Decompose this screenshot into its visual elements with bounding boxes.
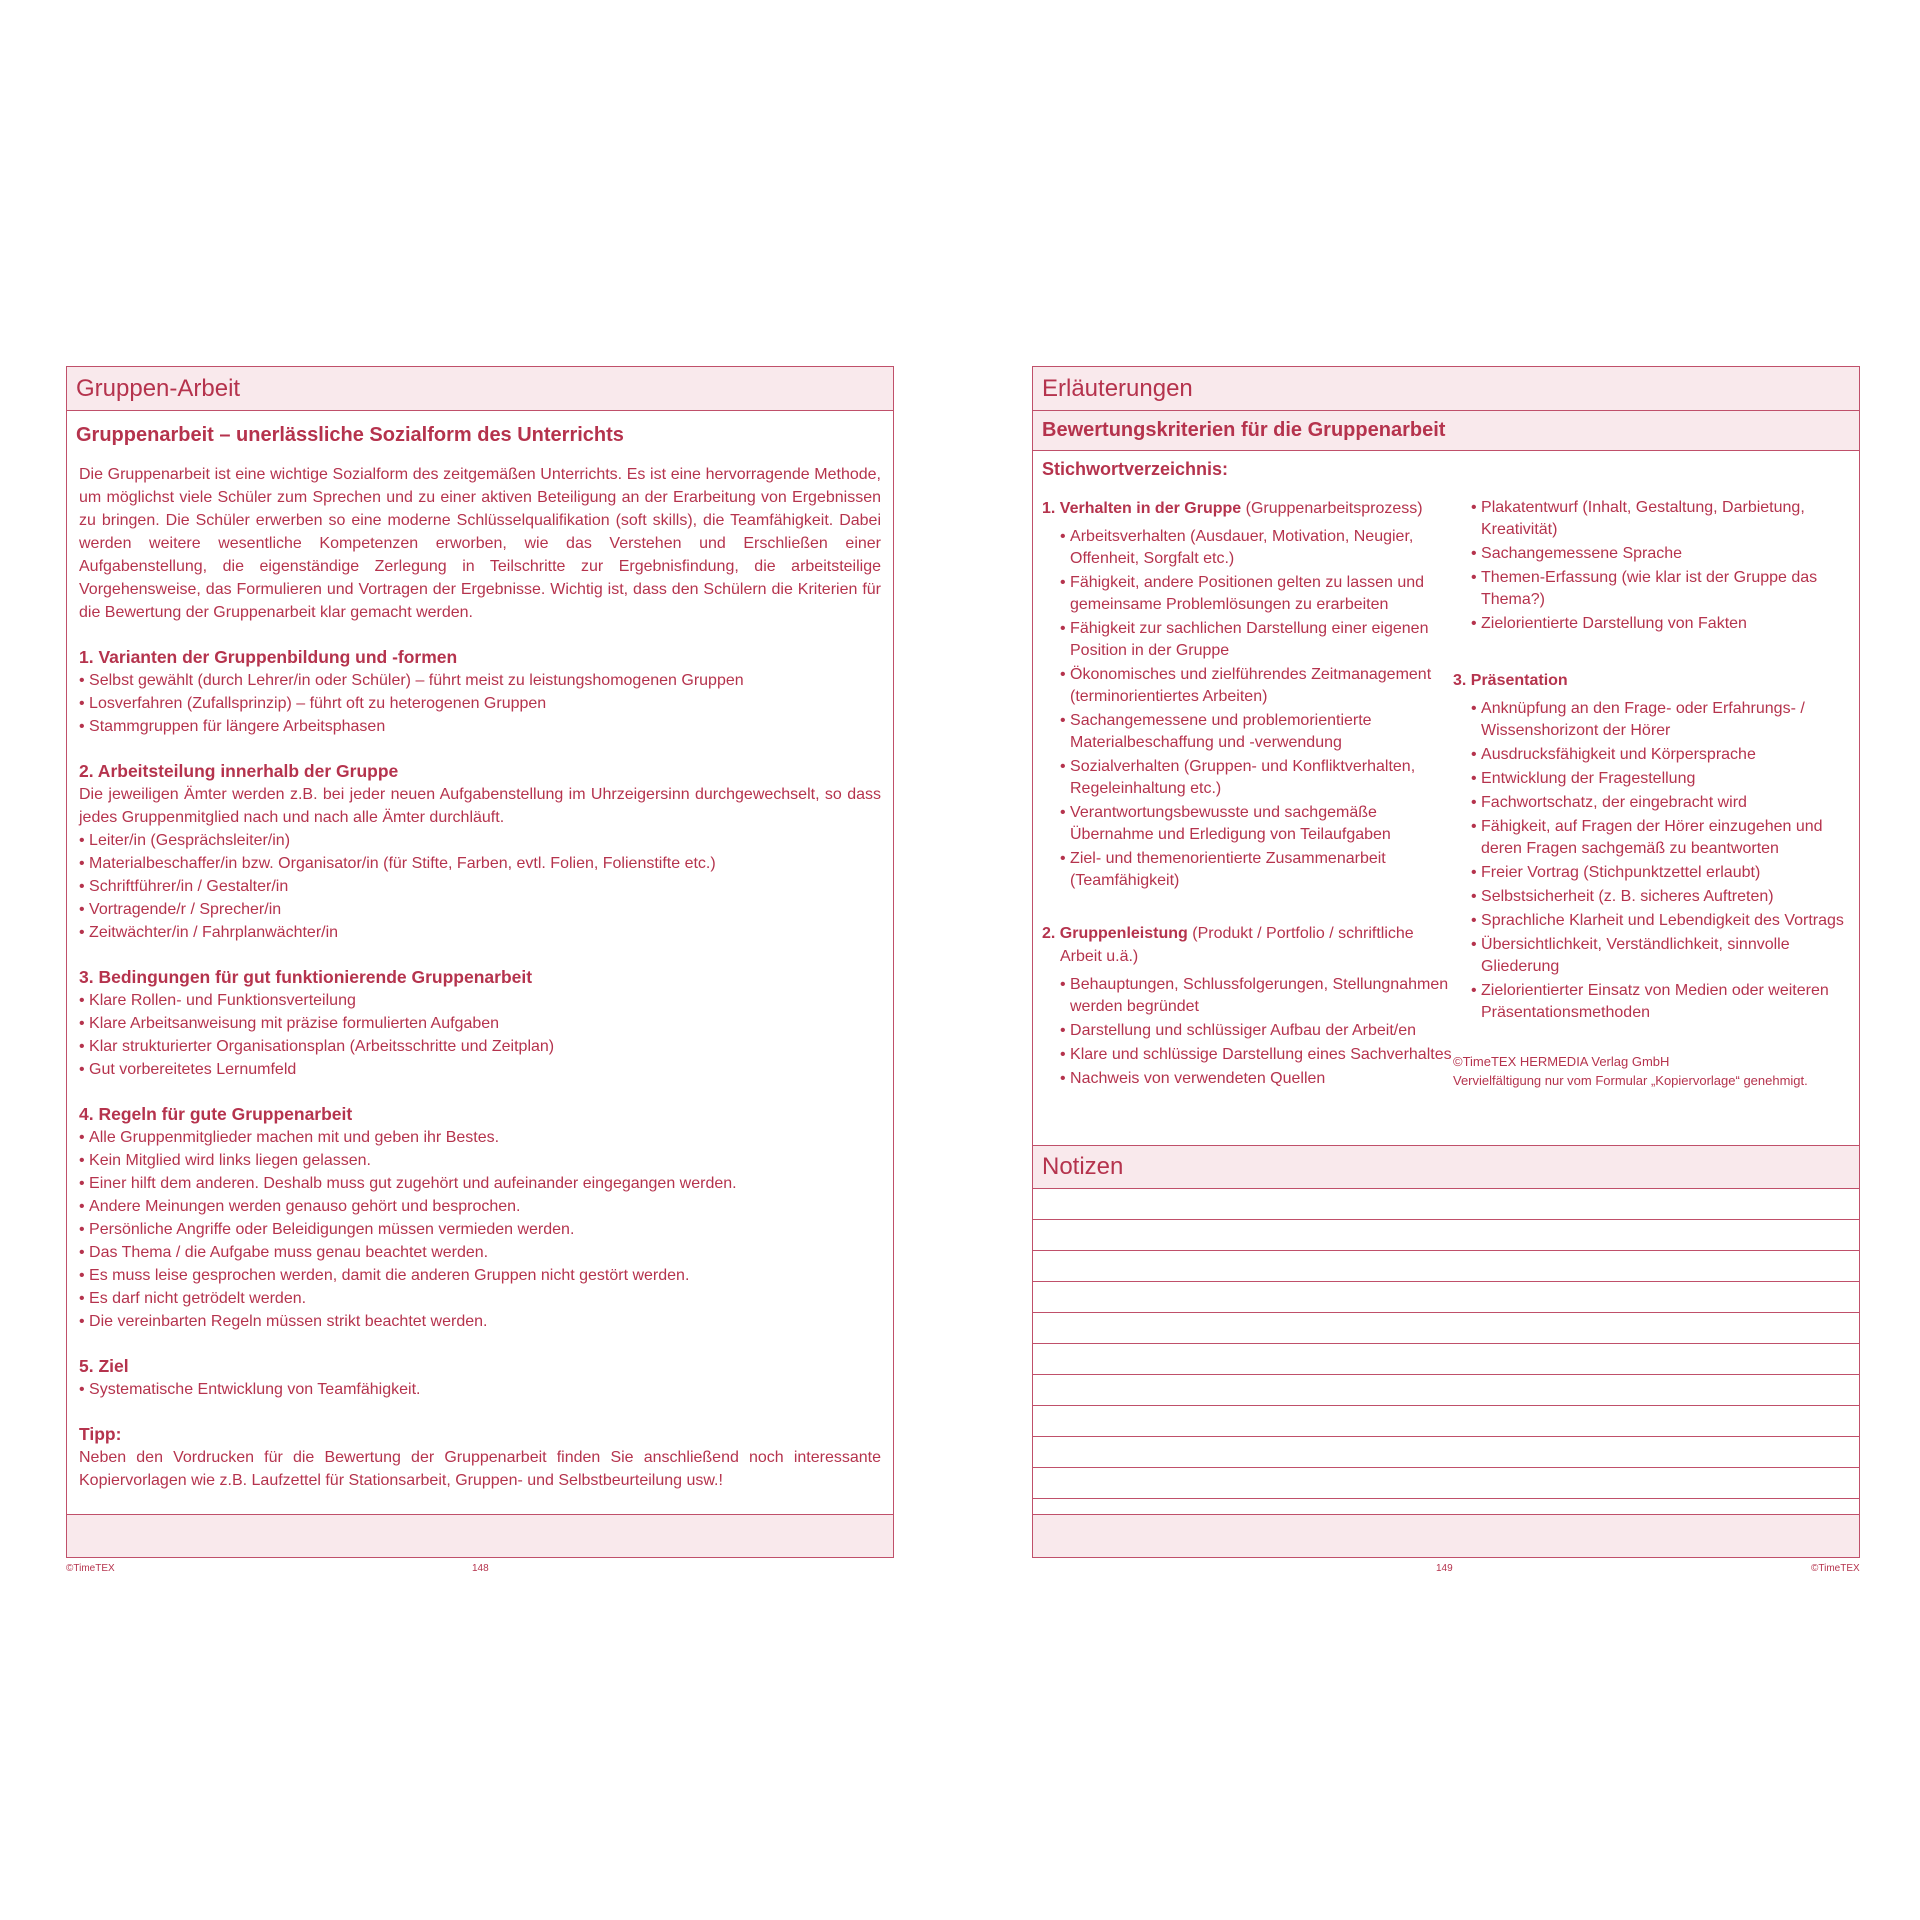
criteria-heading bbox=[1042, 497, 1453, 520]
list-item: • Ausdrucksfähigkeit und Körpersprache bbox=[1471, 744, 1850, 766]
list-item: • Darstellung und schlüssiger Aufbau der Arbeit/en bbox=[1060, 1020, 1453, 1042]
page-title: Gruppen-Arbeit bbox=[67, 367, 893, 411]
note-line[interactable] bbox=[1033, 1282, 1859, 1313]
list-item: • Übersichtlichkeit, Verständlichkeit, sinnvolle Gliederung bbox=[1471, 934, 1850, 978]
list-item: • Zielorientierte Darstellung von Fakten bbox=[1471, 613, 1850, 635]
list-item: • Das Thema / die Aufgabe muss genau beachtet werden. bbox=[79, 1241, 881, 1264]
list-item: • Zielorientierter Einsatz von Medien oder weiteren Präsentationsmethoden bbox=[1471, 980, 1850, 1024]
section-heading: 5. Ziel bbox=[79, 1356, 129, 1376]
list-item: • Behauptungen, Schlussfolgerungen, Stellungnahmen werden begründet bbox=[1060, 974, 1453, 1018]
list-item: • Arbeitsverhalten (Ausdauer, Motivation, Neugier, Offenheit, Sorgfalt etc.) bbox=[1060, 526, 1453, 570]
page-number: 148 bbox=[472, 1563, 489, 1574]
note-line[interactable] bbox=[1033, 1220, 1859, 1251]
list-item: • Vortragende/r / Sprecher/in bbox=[79, 898, 881, 921]
list-item: • Plakatentwurf (Inhalt, Gestaltung, Darbietung, Kreativität) bbox=[1471, 497, 1850, 541]
list-item: • Verantwortungsbewusste und sachgemäße Übernahme und Erledigung von Teilaufgaben bbox=[1060, 802, 1453, 846]
section-heading: 2. Arbeitsteilung innerhalb der Gruppe bbox=[79, 761, 399, 781]
list-item: • Selbstsicherheit (z. B. sicheres Auftreten) bbox=[1471, 886, 1850, 908]
list-item: • Persönliche Angriffe oder Beleidigungen müssen vermieden werden. bbox=[79, 1218, 881, 1241]
intro-paragraph: Die Gruppenarbeit ist eine wichtige Sozialform des zeitgemäßen Unterrichts. Es ist eine hervorragende Methode, um möglichst viele Schüler zum Sprechen und zu einer aktiven Beteiligung an der Erarbeitung von Ergebnissen zu bringen. Die Schüler erwerben so eine moderne Schlüsselqualifikation (soft skills), die Teamfähigkeit. Dabei werden weitere wesentliche Kompetenzen erworben, wie das Verstehen und Erschließen einer Aufgabenstellung, die eigenständige Zerlegung in Teilschritte zur Ergebnisfindung, die arbeitsteilige Vorgehensweise, das Formulieren und Vortragen der Ergebnisse. Wichtig ist, dass den Schülern die Kriterien für die Bewertung der Gruppenarbeit klar gemacht werden. bbox=[79, 466, 881, 621]
list-item: • Fähigkeit, andere Positionen gelten zu lassen und gemeinsame Problemlösungen zu erarbeiten bbox=[1060, 572, 1453, 616]
list-item: • Die vereinbarten Regeln müssen strikt beachtet werden. bbox=[79, 1310, 881, 1333]
note-line[interactable] bbox=[1033, 1251, 1859, 1282]
bullet-list bbox=[79, 829, 881, 944]
list-item: • Ökonomisches und zielführendes Zeitmanagement (terminorientiertes Arbeiten) bbox=[1060, 664, 1453, 708]
section-heading: 1. Varianten der Gruppenbildung und -formen bbox=[79, 647, 458, 667]
list-item: • Losverfahren (Zufallsprinzip) – führt oft zu heterogenen Gruppen bbox=[79, 692, 881, 715]
list-item: • Freier Vortrag (Stichpunktzettel erlaubt) bbox=[1471, 862, 1850, 884]
list-item: • Selbst gewählt (durch Lehrer/in oder Schüler) – führt meist zu leistungshomogenen Gruppen bbox=[79, 669, 881, 692]
section-heading: 4. Regeln für gute Gruppenarbeit bbox=[79, 1104, 353, 1124]
note-line[interactable] bbox=[1033, 1437, 1859, 1468]
list-item: • Klar strukturierter Organisationsplan (Arbeitsschritte und Zeitplan) bbox=[79, 1035, 881, 1058]
bullet-list bbox=[79, 1378, 881, 1401]
copyright-notice bbox=[1453, 1052, 1850, 1090]
criteria-heading: 3. Präsentation bbox=[1452, 672, 1568, 689]
list-item: • Sprachliche Klarheit und Lebendigkeit des Vortrags bbox=[1471, 910, 1850, 932]
right-page bbox=[1032, 366, 1860, 1558]
bullet-list bbox=[1042, 526, 1453, 892]
section-paragraph: Die jeweiligen Ämter werden z.B. bei jeder neuen Aufgabenstellung im Uhrzeigersinn durchgewechselt, so dass jedes Gruppenmitglied nach und nach alle Ämter durchläuft. bbox=[79, 786, 881, 826]
bullet-list bbox=[1453, 698, 1850, 1024]
criteria-columns bbox=[1033, 485, 1859, 1145]
list-item: • Fachwortschatz, der eingebracht wird bbox=[1471, 792, 1850, 814]
note-line[interactable] bbox=[1033, 1468, 1859, 1499]
list-item: • Ziel- und themenorientierte Zusammenarbeit (Teamfähigkeit) bbox=[1060, 848, 1453, 892]
criteria-heading-label: 2. Gruppenleistung bbox=[1042, 925, 1188, 942]
criteria-heading-note: (Gruppenarbeitsprozess) bbox=[1245, 500, 1423, 517]
list-item: • Schriftführer/in / Gestalter/in bbox=[79, 875, 881, 898]
list-item: • Klare und schlüssige Darstellung eines Sachverhaltes bbox=[1060, 1044, 1453, 1066]
page-number: 149 bbox=[1436, 1563, 1453, 1574]
note-line[interactable] bbox=[1033, 1375, 1859, 1406]
bullet-list bbox=[1453, 497, 1850, 635]
page-title: Erläuterungen bbox=[1033, 367, 1859, 411]
criteria-heading bbox=[1042, 922, 1453, 968]
list-item: • Systematische Entwicklung von Teamfähigkeit. bbox=[79, 1378, 881, 1401]
footer-bar bbox=[1033, 1514, 1859, 1557]
note-line[interactable] bbox=[1033, 1189, 1859, 1220]
criteria-heading-note: (Produkt / Portfolio / schriftliche Arbeit u.ä.) bbox=[1060, 925, 1414, 965]
bullet-list bbox=[79, 1126, 881, 1333]
page-subtitle: Gruppenarbeit – unerlässliche Sozialform des Unterrichts bbox=[76, 423, 624, 446]
list-item: • Kein Mitglied wird links liegen gelassen. bbox=[79, 1149, 881, 1172]
notes-title: Notizen bbox=[1033, 1145, 1859, 1189]
list-item: • Materialbeschaffer/in bzw. Organisator/in (für Stifte, Farben, evtl. Folien, Folienstifte etc.) bbox=[79, 852, 881, 875]
copyright-line: Vervielfältigung nur vom Formular „Kopiervorlage“ genehmigt. bbox=[1452, 1073, 1808, 1088]
copyright-line: ©TimeTEX HERMEDIA Verlag GmbH bbox=[1452, 1054, 1670, 1069]
list-item: • Es muss leise gesprochen werden, damit die anderen Gruppen nicht gestört werden. bbox=[79, 1264, 881, 1287]
list-item: • Klare Arbeitsanweisung mit präzise formulierten Aufgaben bbox=[79, 1012, 881, 1035]
list-item: • Entwicklung der Fragestellung bbox=[1471, 768, 1850, 790]
footer-bar bbox=[67, 1514, 893, 1557]
list-item: • Sozialverhalten (Gruppen- und Konfliktverhalten, Regeleinhaltung etc.) bbox=[1060, 756, 1453, 800]
list-item: • Klare Rollen- und Funktionsverteilung bbox=[79, 989, 881, 1012]
list-item: • Alle Gruppenmitglieder machen mit und geben ihr Bestes. bbox=[79, 1126, 881, 1149]
tip-paragraph: Neben den Vordrucken für die Bewertung der Gruppenarbeit finden Sie anschließend noch interessante Kopiervorlagen wie z.B. Laufzettel für Stationsarbeit, Gruppen- und Selbstbeurteilung usw.! bbox=[79, 1449, 881, 1489]
bullet-list bbox=[1042, 974, 1453, 1090]
list-item: • Anknüpfung an den Frage- oder Erfahrungs- / Wissenshorizont der Hörer bbox=[1471, 698, 1850, 742]
list-item: • Themen-Erfassung (wie klar ist der Gruppe das Thema?) bbox=[1471, 567, 1850, 611]
criteria-column-left bbox=[1042, 485, 1453, 1145]
criteria-column-right bbox=[1453, 485, 1850, 1145]
criteria-heading-label: 1. Verhalten in der Gruppe bbox=[1042, 500, 1242, 517]
list-item: • Fähigkeit, auf Fragen der Hörer einzugehen und deren Fragen sachgemäß zu beantworten bbox=[1471, 816, 1850, 860]
tip-heading: Tipp: bbox=[79, 1424, 122, 1444]
index-label: Stichwortverzeichnis: bbox=[1042, 459, 1229, 479]
footer-brand: ©TimeTEX bbox=[66, 1563, 115, 1574]
list-item: • Einer hilft dem anderen. Deshalb muss gut zugehört und aufeinander eingegangen werden. bbox=[79, 1172, 881, 1195]
list-item: • Sachangemessene Sprache bbox=[1471, 543, 1850, 565]
footer-brand: ©TimeTEX bbox=[1811, 1563, 1860, 1574]
list-item: • Es darf nicht getrödelt werden. bbox=[79, 1287, 881, 1310]
notes-area[interactable] bbox=[1033, 1189, 1859, 1499]
list-item: • Fähigkeit zur sachlichen Darstellung einer eigenen Position in der Gruppe bbox=[1060, 618, 1453, 662]
list-item: • Leiter/in (Gesprächsleiter/in) bbox=[79, 829, 881, 852]
list-item: • Zeitwächter/in / Fahrplanwächter/in bbox=[79, 921, 881, 944]
note-line[interactable] bbox=[1033, 1406, 1859, 1437]
list-item: • Gut vorbereitetes Lernumfeld bbox=[79, 1058, 881, 1081]
note-line[interactable] bbox=[1033, 1313, 1859, 1344]
list-item: • Stammgruppen für längere Arbeitsphasen bbox=[79, 715, 881, 738]
list-item: • Andere Meinungen werden genauso gehört und besprochen. bbox=[79, 1195, 881, 1218]
note-line[interactable] bbox=[1033, 1344, 1859, 1375]
section-heading: 3. Bedingungen für gut funktionierende Gruppenarbeit bbox=[79, 967, 533, 987]
bullet-list bbox=[79, 989, 881, 1081]
left-body bbox=[67, 459, 893, 1492]
page-subtitle: Bewertungskriterien für die Gruppenarbeit bbox=[1033, 411, 1859, 451]
list-item: • Nachweis von verwendeten Quellen bbox=[1060, 1068, 1453, 1090]
bullet-list bbox=[79, 669, 881, 738]
list-item: • Sachangemessene und problemorientierte Materialbeschaffung und -verwendung bbox=[1060, 710, 1453, 754]
left-page bbox=[66, 366, 894, 1558]
